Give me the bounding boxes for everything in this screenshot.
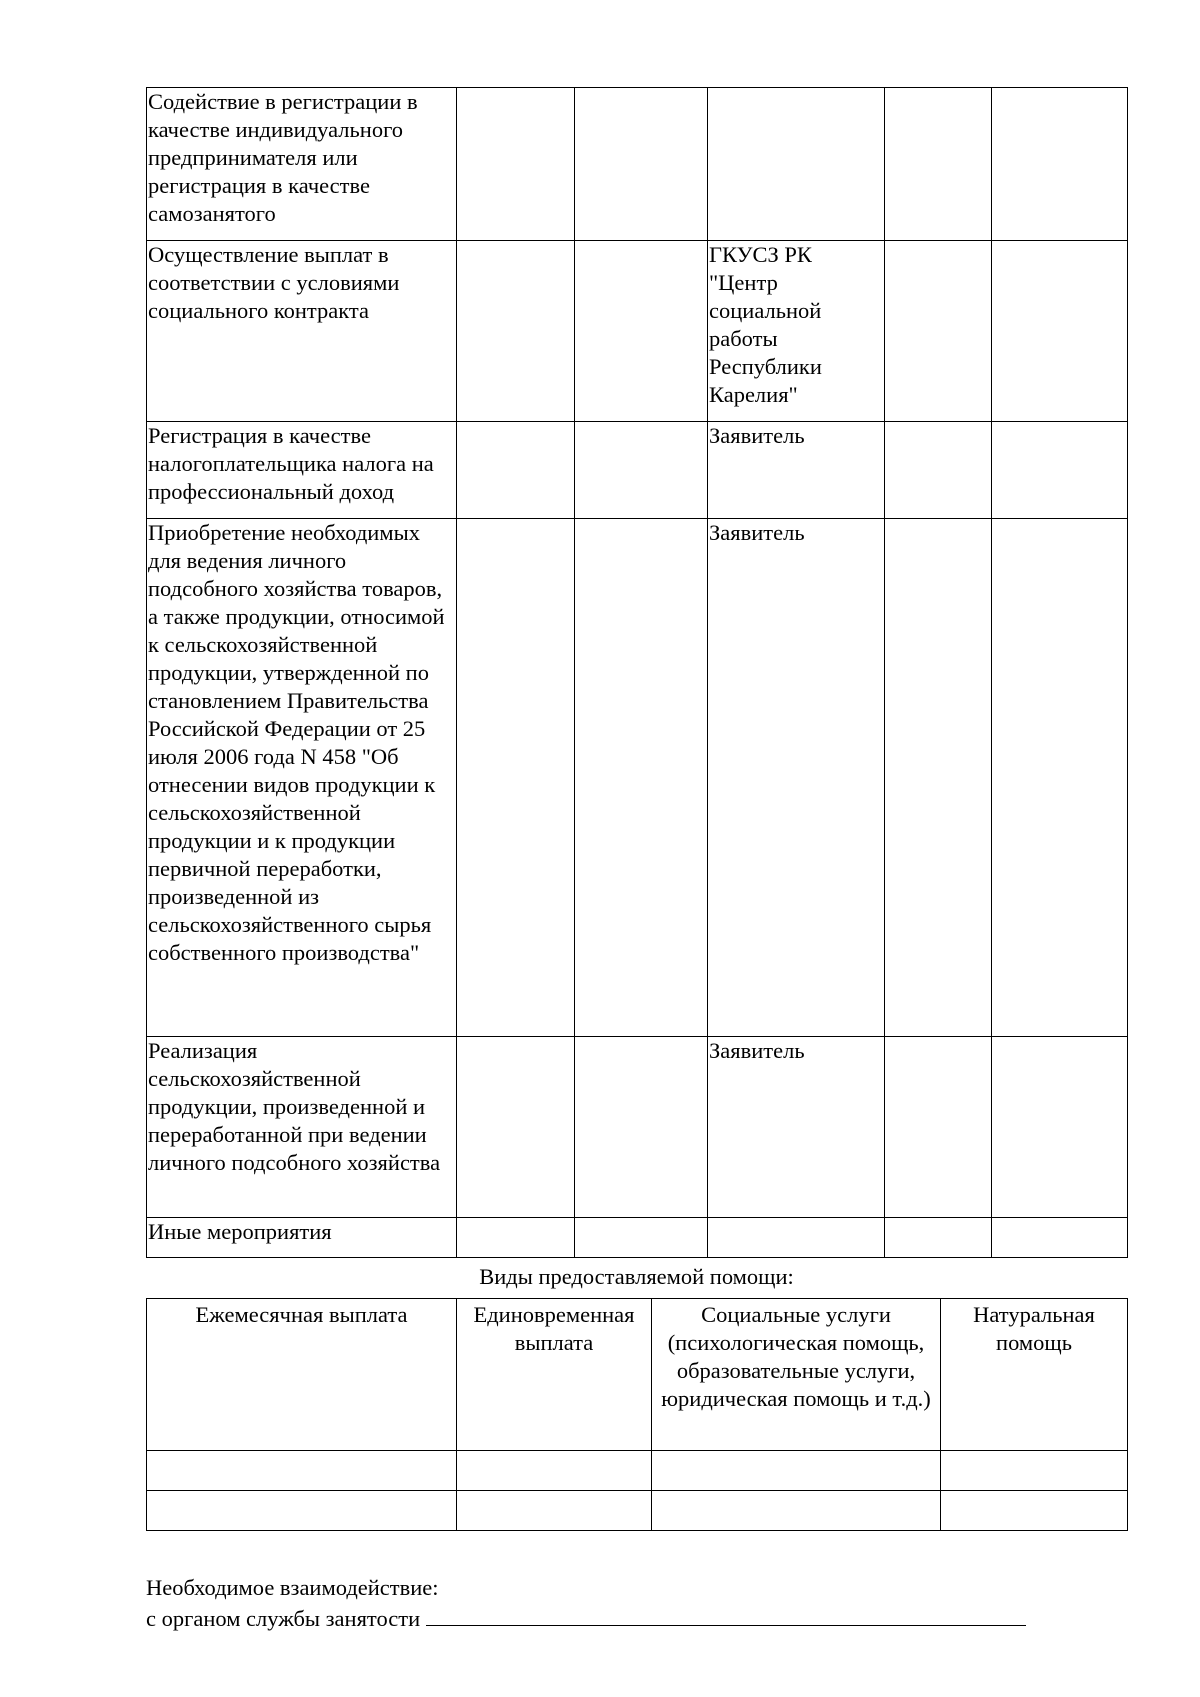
empty-cell — [457, 241, 575, 422]
empty-cell — [575, 1037, 708, 1218]
activity-name-cell: Иные мероприятия — [147, 1218, 457, 1258]
table-row — [147, 1491, 1128, 1531]
table-row — [147, 1451, 1128, 1491]
table-row — [147, 1037, 1128, 1218]
empty-cell — [575, 519, 708, 1037]
table-row — [147, 422, 1128, 519]
empty-cell — [457, 519, 575, 1037]
empty-cell — [941, 1451, 1128, 1491]
empty-cell — [885, 519, 992, 1037]
header-monthly-payment: Ежемесячная выплата — [147, 1299, 457, 1451]
empty-cell — [575, 241, 708, 422]
empty-cell — [575, 88, 708, 241]
executor-cell: ГКУСЗ РК "Центр социальной работы Республики Карелия" — [708, 241, 885, 422]
empty-cell — [457, 1037, 575, 1218]
activity-name-cell: Регистрация в качестве налогоплательщика налога на профессиональный доход — [147, 422, 457, 519]
empty-cell — [147, 1491, 457, 1531]
table-row — [147, 1218, 1128, 1258]
activity-name-cell: Содействие в регистрации в качестве индивидуального предпринимателя или регистрация в качестве самозанятого — [147, 88, 457, 241]
activity-name-cell: Приобретение необходимых для ведения личного подсобного хозяйства товаров, а также продукции, относимой к сельскохозяйственной продукции, утвержденной по становлением Правительства Российской Федерации от 25 июля 2006 года N 458 "Об отнесении видов продукции к сельскохозяйственной продукции и к продукции первичной переработки, произведенной из сельскохозяйственного сырья собственного производства" — [147, 519, 457, 1037]
empty-cell — [575, 1218, 708, 1258]
executor-cell — [708, 88, 885, 241]
empty-cell — [457, 1491, 652, 1531]
aid-types-caption: Виды предоставляемой помощи: — [479, 1264, 794, 1289]
empty-cell — [992, 241, 1128, 422]
activity-name-cell: Реализация сельскохозяйственной продукции, произведенной и переработанной при ведении личного подсобного хозяйства — [147, 1037, 457, 1218]
empty-cell — [457, 88, 575, 241]
activity-name-cell: Осуществление выплат в соответствии с условиями социального контракта — [147, 241, 457, 422]
table-header-row — [147, 1299, 1128, 1451]
fill-in-line — [426, 1603, 1026, 1626]
empty-cell — [457, 422, 575, 519]
empty-cell — [885, 1037, 992, 1218]
empty-cell — [575, 422, 708, 519]
empty-cell — [992, 1218, 1128, 1258]
employment-service-label: с органом службы занятости — [146, 1606, 421, 1631]
empty-cell — [885, 88, 992, 241]
empty-cell — [992, 88, 1128, 241]
table-row — [147, 241, 1128, 422]
aid-types-table — [146, 1298, 1128, 1531]
header-in-kind-aid: Натуральная помощь — [941, 1299, 1128, 1451]
empty-cell — [457, 1451, 652, 1491]
executor-cell — [708, 1218, 885, 1258]
empty-cell — [992, 422, 1128, 519]
header-social-services: Социальные услуги (психологическая помощь, образовательные услуги, юридическая помощь и т.д.) — [652, 1299, 941, 1451]
executor-cell: Заявитель — [708, 519, 885, 1037]
activities-table — [146, 87, 1128, 1258]
executor-cell: Заявитель — [708, 422, 885, 519]
empty-cell — [652, 1491, 941, 1531]
empty-cell — [652, 1451, 941, 1491]
employment-service-line — [146, 1603, 1026, 1633]
empty-cell — [457, 1218, 575, 1258]
empty-cell — [885, 1218, 992, 1258]
interaction-heading: Необходимое взаимодействие: — [146, 1575, 439, 1600]
empty-cell — [885, 422, 992, 519]
empty-cell — [885, 241, 992, 422]
executor-cell: Заявитель — [708, 1037, 885, 1218]
table-row — [147, 519, 1128, 1037]
header-one-time-payment: Единовременная выплата — [457, 1299, 652, 1451]
table-row — [147, 88, 1128, 241]
empty-cell — [992, 519, 1128, 1037]
empty-cell — [941, 1491, 1128, 1531]
empty-cell — [992, 1037, 1128, 1218]
empty-cell — [147, 1451, 457, 1491]
